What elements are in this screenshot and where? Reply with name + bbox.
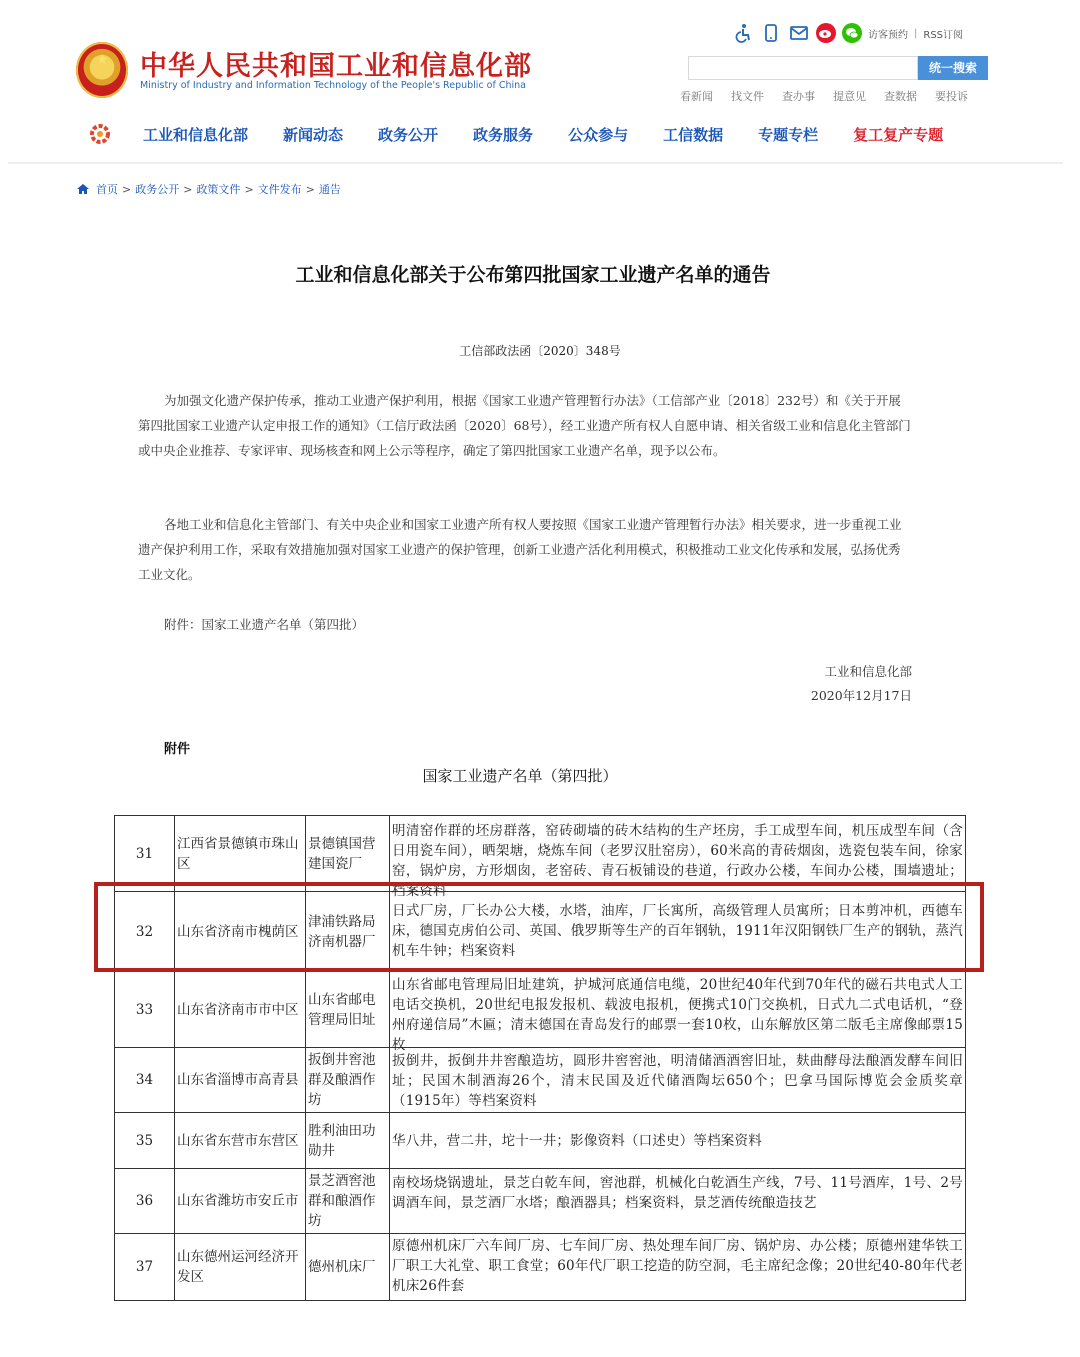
- row-number: 31: [115, 816, 175, 892]
- row-heritage-items: [390, 1169, 966, 1234]
- nav-item-data[interactable]: 工信数据: [663, 126, 724, 144]
- row-heritage-items: [390, 1048, 966, 1113]
- row-region: 山东省潍坊市安丘市: [175, 1169, 306, 1234]
- row-region: 江西省景德镇市珠山区: [175, 816, 306, 892]
- row-heritage-name: 景芝酒窖池群和酿酒作坊: [306, 1169, 390, 1234]
- search-input[interactable]: [688, 56, 918, 80]
- signature-issuer: 工业和信息化部: [824, 664, 912, 679]
- table-row: [115, 1169, 966, 1234]
- annex-label: 附件: [164, 742, 191, 757]
- row-heritage-items: [390, 1234, 966, 1301]
- mail-icon[interactable]: [788, 22, 810, 44]
- quick-link-files[interactable]: 找文件: [731, 90, 764, 103]
- row-32-highlight-box: [94, 882, 984, 972]
- main-nav: [143, 124, 978, 145]
- breadcrumb-separator: >: [305, 182, 315, 196]
- row-region: 山东德州运河经济开发区: [175, 1234, 306, 1301]
- ministry-nav-logo-icon: [88, 122, 112, 146]
- breadcrumb-separator: >: [122, 182, 132, 196]
- breadcrumb-government-affairs[interactable]: 政务公开: [135, 183, 180, 196]
- nav-divider: [8, 162, 1063, 164]
- breadcrumb-file-release[interactable]: 文件发布: [257, 183, 302, 196]
- row-heritage-name: 德州机床厂: [306, 1234, 390, 1301]
- rss-link[interactable]: RSS订阅: [923, 29, 964, 41]
- nav-item-resumption[interactable]: 复工复产专题: [853, 126, 944, 144]
- row-number: 32: [115, 892, 175, 972]
- home-icon[interactable]: [76, 183, 90, 195]
- top-link-separator: |: [914, 27, 918, 39]
- document-number: 工信部政法函〔2020〕348号: [459, 344, 621, 358]
- table-row: [115, 816, 966, 892]
- visitor-appointment-link[interactable]: 访客预约: [868, 29, 908, 41]
- article-paragraph-1: 为加强文化遗产保护传承，推动工业遗产保护利用，根据《国家工业遗产管理暂行办法》（工信部产业〔2018〕232号）和《关于开展第四批国家工业遗产认定申报工作的通知》（工信厅政法函〔2020〕68号），经工业遗产所有权人自愿申请、相关省级工业和信息化主管部门或中央企业推荐、专家评审、现场核查和网上公示等程序，确定了第四批国家工业遗产名单，现予以公布。: [138, 393, 911, 458]
- nav-item-public-participation[interactable]: 公众参与: [568, 126, 629, 144]
- row-number: 37: [115, 1234, 175, 1301]
- signature-date: 2020年12月17日: [810, 688, 912, 703]
- breadcrumb-home[interactable]: 首页: [96, 183, 118, 196]
- quick-link-services[interactable]: 查办事: [782, 90, 815, 103]
- row-region: 山东省淄博市高青县: [175, 1048, 306, 1113]
- row-heritage-name: 扳倒井窖池群及酿酒作坊: [306, 1048, 390, 1113]
- row-heritage-items-text: 原德州机床厂六车间厂房、七车间厂房、热处理车间厂房、锅炉房、办公楼；原德州建华铁工厂职工大礼堂、职工食堂；60年代厂职工挖造的防空洞，毛主席纪念像；20世纪40-80年代老机床26件套: [392, 1238, 963, 1294]
- mobile-phone-icon[interactable]: [760, 22, 782, 44]
- row-number: 33: [115, 972, 175, 1048]
- row-number: 35: [115, 1113, 175, 1169]
- row-heritage-name: 山东省邮电管理局旧址: [306, 972, 390, 1048]
- nav-item-special-topics[interactable]: 专题专栏: [758, 126, 819, 144]
- site-title[interactable]: 中华人民共和国工业和信息化部: [140, 51, 532, 82]
- row-heritage-items-text: 山东省邮电管理局旧址建筑，护城河底通信电缆，20世纪40年代到70年代的磁石共电式人工电话交换机，20世纪电报发报机、载波电报机，便携式10门交换机，日式九二式电话机，“登州府递信局”木匾；清末德国在青岛发行的邮票一套10枚，山东解放区第二版毛主席像邮票15枚: [392, 976, 963, 1053]
- site-subtitle: Ministry of Industry and Information Technology of the People's Republic of China: [140, 80, 526, 91]
- attachment-line[interactable]: 附件：国家工业遗产名单（第四批）: [164, 617, 365, 632]
- nav-item-ministry[interactable]: 工业和信息化部: [143, 126, 249, 144]
- quick-link-complaint[interactable]: 要投诉: [935, 90, 968, 103]
- heritage-list-title: 国家工业遗产名单（第四批）: [422, 767, 618, 785]
- row-heritage-items: [390, 816, 966, 899]
- table-row: [115, 972, 966, 1048]
- breadcrumb-notice[interactable]: 通告: [318, 183, 341, 196]
- quick-link-data[interactable]: 查数据: [884, 90, 917, 103]
- row-heritage-name: 津浦铁路局济南机器厂: [306, 892, 390, 972]
- top-utility-bar: [732, 22, 963, 44]
- table-row: [115, 1048, 966, 1113]
- row-heritage-items: [390, 972, 966, 1053]
- row-heritage-items-text: 扳倒井，扳倒井井窖酿造坊，圆形井窖窖池，明清储酒酒窖旧址，麸曲酵母法酿酒发酵车间旧址；民国木制酒海26个，清末民国及近代储酒陶坛650个；巴拿马国际博览会金质奖章（1915年）等档案资料: [392, 1053, 963, 1109]
- row-region: 山东省济南市市中区: [175, 972, 306, 1048]
- table-row: [115, 1113, 966, 1169]
- quick-link-news[interactable]: 看新闻: [680, 90, 713, 103]
- nav-item-government-affairs[interactable]: 政务公开: [378, 126, 439, 144]
- national-emblem-logo: [76, 42, 128, 98]
- row-heritage-items-text: 南校场烧锅遗址，景芝白乾车间，窖池群，机械化白乾酒生产线，7号、11号酒库，1号、2号调酒车间，景芝酒厂水塔；酿酒器具；档案资料，景芝酒传统酿造技艺: [392, 1175, 963, 1211]
- wechat-icon[interactable]: [842, 23, 862, 43]
- row-heritage-items: 华八井，营二井，坨十一井；影像资料（口述史）等档案资料: [390, 1113, 966, 1169]
- row-heritage-name: 景德镇国营建国瓷厂: [306, 816, 390, 892]
- row-heritage-items-text: 日式厂房，厂长办公大楼，水塔，油库，厂长寓所，高级管理人员寓所；日本剪冲机，西德车床，德国克虏伯公司、英国、俄罗斯等生产的百年钢轨，1911年汉阳钢铁厂生产的钢轨，蒸汽机车牛钟；档案资料: [392, 902, 963, 959]
- unified-search-button[interactable]: 统一搜索: [918, 56, 988, 80]
- breadcrumb: [76, 181, 341, 197]
- star-icon: ★: [96, 52, 109, 68]
- quick-link-feedback[interactable]: 提意见: [833, 90, 866, 103]
- table-row: [115, 1234, 966, 1301]
- row-heritage-items-text: 明清窑作群的坯房群落，窑砖砌墙的砖木结构的生产坯房，手工成型车间，机压成型车间（含日用瓷车间），晒架塘，烧炼车间（老罗汉肚窑房），60米高的青砖烟囱，选瓷包装车间，徐家窑，锅炉房，方形烟囱，老窑砖、青石板铺设的巷道，行政办公楼，车间办公楼，围墙遗址；档案资料: [392, 822, 963, 899]
- row-number: 36: [115, 1169, 175, 1234]
- breadcrumb-separator: >: [183, 182, 193, 196]
- article-title: 工业和信息化部关于公布第四批国家工业遗产名单的通告: [295, 264, 771, 286]
- row-region: 山东省东营市东营区: [175, 1113, 306, 1169]
- row-number: 34: [115, 1048, 175, 1113]
- nav-item-government-services[interactable]: 政务服务: [473, 126, 534, 144]
- quick-links: [680, 88, 968, 104]
- row-heritage-name: 胜利油田功勋井: [306, 1113, 390, 1169]
- article-paragraph-2: 各地工业和信息化主管部门、有关中央企业和国家工业遗产所有权人要按照《国家工业遗产管理暂行办法》相关要求，进一步重视工业遗产保护利用工作，采取有效措施加强对国家工业遗产的保护管理，创新工业遗产活化利用模式，积极推动工业文化传承和发展，弘扬优秀工业文化。: [138, 517, 902, 582]
- accessibility-icon[interactable]: [732, 22, 754, 44]
- nav-item-news[interactable]: 新闻动态: [283, 126, 344, 144]
- breadcrumb-policy-files[interactable]: 政策文件: [196, 183, 241, 196]
- row-region: 山东省济南市槐荫区: [175, 892, 306, 972]
- weibo-icon[interactable]: [816, 23, 836, 43]
- breadcrumb-separator: >: [244, 182, 254, 196]
